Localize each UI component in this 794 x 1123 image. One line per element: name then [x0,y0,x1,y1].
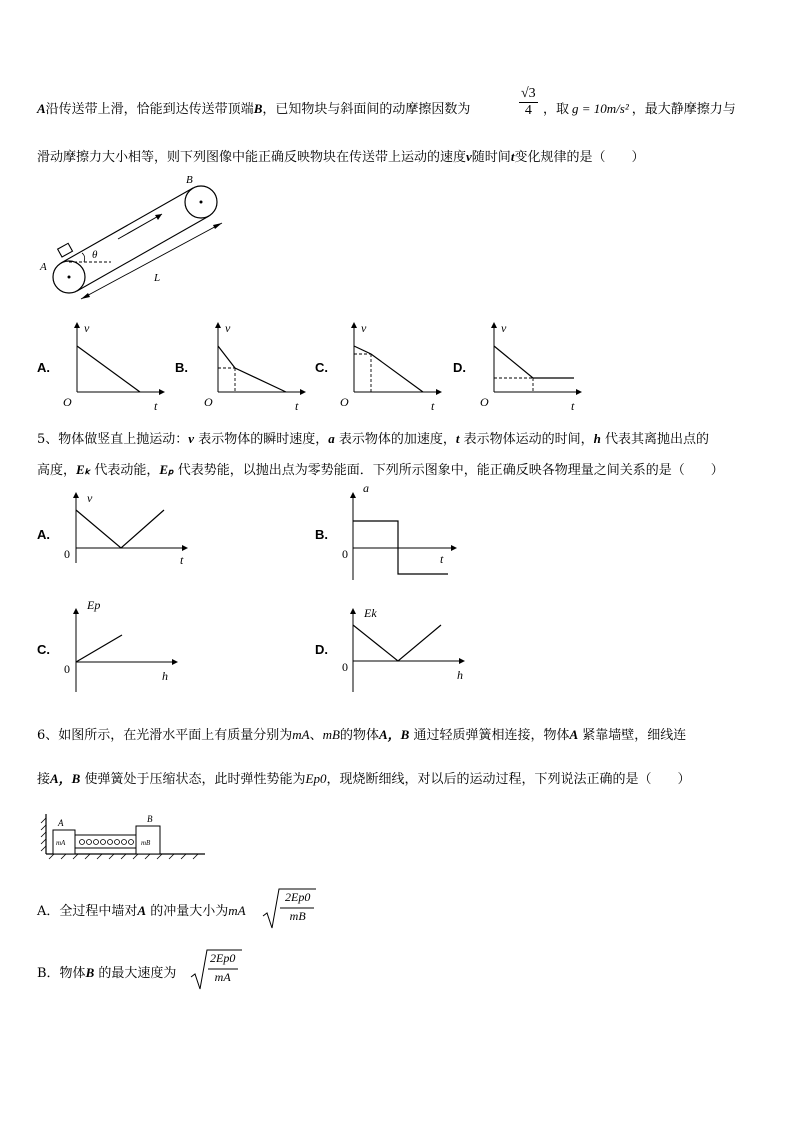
origin-label: 0 [64,547,70,561]
q6-text: 使弹簧处于压缩状态，此时弹性势能为 [80,772,306,787]
axis-x-label: t [180,553,184,567]
optB-fraction [208,951,237,985]
axis-x-label: t [295,399,299,413]
q5-option-A-label: A. [37,527,50,542]
q4-text-line1b [543,98,736,117]
spring-figure [40,810,210,860]
label-A: A [40,261,47,273]
label-mB: mB [141,839,151,847]
axis-y-label: v [87,491,93,505]
frac-numerator: 2Ep0 [285,890,311,904]
q5-text: 代表势能，以抛出点为零势能面．下列所示图象中，能正确反映各物理量之间关系的是（ ） [173,463,724,478]
q4-option-C-label: C. [315,360,328,375]
var-h: h [593,431,601,446]
var-a: a [328,431,335,446]
q4-text: 变化规律的是（ ） [514,150,645,165]
q5-text: 表示物体运动的时间， [459,432,594,447]
var-mB: mB [322,727,340,742]
graph-line [76,635,122,662]
axis-y-label: v [84,321,90,335]
frac-denominator: mB [289,909,306,923]
graph-line [218,346,286,392]
q4-text: 随时间 [471,150,511,165]
var-t: t [455,431,460,446]
label-theta: θ [92,249,98,261]
q6-text-line2 [37,768,690,787]
q5-text-line2 [37,459,724,478]
axis-x-label: t [154,399,158,413]
q5-text: 高度， [37,463,77,478]
label-B: B [186,174,193,186]
q5-graph-A[interactable] [58,488,198,573]
roller-top [185,186,217,218]
q6-option-text: A．全过程中墙对 [37,904,138,919]
var-ep0: Ep0 [305,771,327,786]
frac-denominator: 4 [524,103,532,118]
q6-option-A[interactable] [37,900,246,919]
axis-y-label: Ek [364,606,377,620]
axis-x-label: h [457,668,463,682]
var-AB: A，B [379,727,410,742]
q6-text: 的物体 [339,728,379,743]
q6-text: 接 [37,772,51,787]
q4-text: ，最大静摩擦力与 [631,102,736,117]
label-L: L [154,272,161,284]
q5-text: 代表其离抛出点的 [600,432,709,447]
graph-line [494,346,574,378]
q4-graph-D[interactable] [477,318,587,413]
q5-graph-B[interactable] [337,478,467,583]
axis-x-label: t [431,399,435,413]
origin-label: O [204,395,213,409]
var-t: t [510,149,515,164]
axis-y-label: v [361,321,367,335]
var-v: v [466,149,472,164]
q6-text: ，现烧断细线，对以后的运动过程，下列说法正确的是（ ） [326,772,691,787]
q6-text: 通过轻质弹簧相连接，物体 [409,728,570,743]
q4-text-line1 [37,98,470,117]
q4-text-line2 [37,146,644,165]
q5-text: 表示物体的加速度， [334,432,456,447]
mu-fraction [519,86,538,119]
q4-graph-A[interactable] [60,318,170,413]
angle-arc [82,253,85,262]
q6-text: 、 [309,728,323,743]
frac-numerator: √3 [521,86,536,101]
origin-label: O [480,395,489,409]
var-mA: mA [292,727,310,742]
graph-line [77,346,140,392]
q4-text: 沿传送带上滑，恰能到达传送带顶端 [45,102,254,117]
origin-label: 0 [342,660,348,674]
var-A: A [569,727,579,742]
origin-label: O [340,395,349,409]
label-B: B [147,814,153,824]
spring [80,840,134,845]
axis-x-label: h [162,669,168,683]
block [58,243,73,257]
q5-graph-C[interactable] [58,595,188,695]
belt-top [61,188,193,263]
axis-y-label: v [225,321,231,335]
q4-option-A-label: A. [37,360,50,375]
conveyor-figure [36,168,236,318]
label-mA: mA [56,839,66,847]
q6-option-text: B．物体 [37,966,86,981]
q4-text: ，已知物块与斜面间的动摩擦因数为 [262,102,471,117]
graph-line [353,625,441,661]
var-A: A [37,101,46,116]
q5-option-C-label: C. [37,642,50,657]
q6-option-B[interactable] [37,962,176,981]
q4-text: ，取 [543,102,570,117]
origin-label: 0 [342,547,348,561]
var-AB: A，B [50,771,81,786]
axis-x-label: t [440,552,444,566]
q6-text-line1 [37,724,686,743]
var-A: A [137,903,147,918]
frac-denominator: mA [214,970,231,984]
axis-y-label: v [501,321,507,335]
frac-numerator: 2Ep0 [210,951,236,965]
origin-label: 0 [64,662,70,676]
roller-bottom [53,261,85,293]
q4-text: 滑动摩擦力大小相等，则下列图像中能正确反映物块在传送带上运动的速度 [37,150,467,165]
q4-graph-B[interactable] [201,318,311,413]
length-line [81,223,222,299]
q5-text: 5、物体做竖直上抛运动： [37,432,189,447]
axis-x-label: t [571,399,575,413]
q4-graph-C[interactable] [337,318,447,413]
optA-fraction [283,890,312,924]
q6-text: 紧靠墙壁，细线连 [578,728,687,743]
var-ek: Eₖ [76,462,91,477]
var-mA: mA [228,903,246,918]
axis-y-label: a [363,481,369,495]
q5-text-line1 [37,428,709,447]
var-v: v [188,431,195,446]
q6-option-text: 的冲量大小为 [146,904,229,919]
q5-text: 代表动能， [90,463,160,478]
q6-text: 6、如图所示，在光滑水平面上有质量分别为 [37,728,293,743]
q5-text: 表示物体的瞬时速度， [194,432,329,447]
var-B: B [253,101,263,116]
var-ep: Eₚ [159,462,174,477]
g-expr: g = 10m/s² [572,101,629,116]
label-A: A [58,818,64,828]
q4-option-B-label: B. [175,360,188,375]
graph-line [76,510,164,548]
origin-label: O [63,395,72,409]
q5-graph-D[interactable] [337,598,477,693]
q5-option-B-label: B. [315,527,328,542]
q5-option-D-label: D. [315,642,328,657]
q4-option-D-label: D. [453,360,466,375]
q6-option-text: 的最大速度为 [94,966,177,981]
graph-line [354,346,423,392]
var-B: B [85,965,95,980]
axis-y-label: Ep [87,598,101,612]
